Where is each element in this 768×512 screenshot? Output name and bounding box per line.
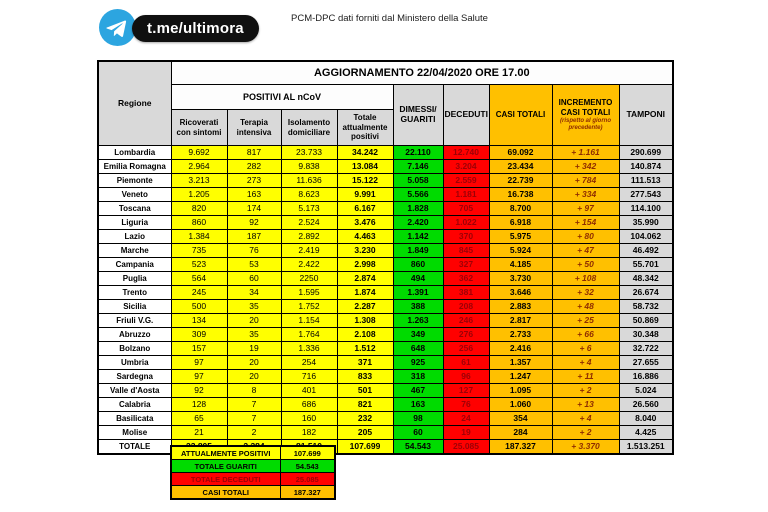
cell-ricoverati: 735	[171, 244, 227, 258]
cell-tamponi: 8.040	[619, 412, 673, 426]
cell-regione: Lombardia	[98, 146, 171, 160]
cell-deceduti: 24	[443, 412, 489, 426]
col-header-casi-totali: CASI TOTALI	[489, 85, 552, 146]
cell-tamponi: 30.348	[619, 328, 673, 342]
covid-table	[97, 60, 674, 455]
cell-casi: 187.327	[489, 440, 552, 455]
cell-terapia: 35	[227, 300, 281, 314]
cell-guariti: 1.142	[393, 230, 443, 244]
cell-isolamento: 2.524	[281, 216, 337, 230]
cell-isolamento: 401	[281, 384, 337, 398]
table-body	[98, 146, 673, 455]
cell-positivi: 13.084	[337, 160, 393, 174]
cell-isolamento: 1.752	[281, 300, 337, 314]
cell-deceduti: 1.181	[443, 188, 489, 202]
cell-regione: Lazio	[98, 230, 171, 244]
cell-ricoverati: 1.205	[171, 188, 227, 202]
col-header-deceduti: DECEDUTI	[443, 85, 489, 146]
cell-deceduti: 381	[443, 286, 489, 300]
cell-casi: 16.738	[489, 188, 552, 202]
cell-tamponi: 277.543	[619, 188, 673, 202]
cell-regione: Calabria	[98, 398, 171, 412]
cell-incremento: + 47	[552, 244, 619, 258]
cell-tamponi: 58.732	[619, 300, 673, 314]
channel-badge[interactable]	[132, 15, 259, 42]
col-header-terapia: Terapia intensiva	[227, 110, 281, 146]
cell-guariti: 1.263	[393, 314, 443, 328]
cell-deceduti: 19	[443, 426, 489, 440]
summary-row	[171, 486, 335, 500]
cell-terapia: 7	[227, 398, 281, 412]
col-header-ricoverati: Ricoverati con sintomi	[171, 110, 227, 146]
cell-incremento: + 2	[552, 426, 619, 440]
table-row	[98, 146, 673, 160]
cell-terapia: 163	[227, 188, 281, 202]
table-row	[98, 230, 673, 244]
cell-positivi: 1.874	[337, 286, 393, 300]
cell-guariti: 98	[393, 412, 443, 426]
cell-tamponi: 111.513	[619, 174, 673, 188]
cell-deceduti: 1.022	[443, 216, 489, 230]
cell-deceduti: 96	[443, 370, 489, 384]
cell-ricoverati: 860	[171, 216, 227, 230]
cell-incremento: + 32	[552, 286, 619, 300]
cell-deceduti: 12.740	[443, 146, 489, 160]
cell-tamponi: 140.874	[619, 160, 673, 174]
cell-terapia: 35	[227, 328, 281, 342]
cell-isolamento: 1.154	[281, 314, 337, 328]
cell-guariti: 388	[393, 300, 443, 314]
cell-casi: 1.247	[489, 370, 552, 384]
table-row	[98, 356, 673, 370]
cell-positivi: 9.991	[337, 188, 393, 202]
cell-guariti: 1.828	[393, 202, 443, 216]
cell-isolamento: 1.336	[281, 342, 337, 356]
table-row	[98, 202, 673, 216]
cell-isolamento: 11.636	[281, 174, 337, 188]
cell-ricoverati: 523	[171, 258, 227, 272]
cell-isolamento: 1.764	[281, 328, 337, 342]
cell-guariti: 318	[393, 370, 443, 384]
cell-regione: Piemonte	[98, 174, 171, 188]
table-row	[98, 160, 673, 174]
cell-terapia: 60	[227, 272, 281, 286]
table-row	[98, 258, 673, 272]
cell-deceduti: 76	[443, 398, 489, 412]
cell-regione: Sardegna	[98, 370, 171, 384]
cell-deceduti: 208	[443, 300, 489, 314]
cell-guariti: 860	[393, 258, 443, 272]
cell-isolamento: 5.173	[281, 202, 337, 216]
cell-isolamento: 9.838	[281, 160, 337, 174]
cell-tamponi: 4.425	[619, 426, 673, 440]
table-row	[98, 342, 673, 356]
cell-guariti: 163	[393, 398, 443, 412]
cell-deceduti: 3.204	[443, 160, 489, 174]
cell-guariti: 1.849	[393, 244, 443, 258]
cell-deceduti: 2.559	[443, 174, 489, 188]
cell-tamponi: 5.024	[619, 384, 673, 398]
cell-guariti: 7.146	[393, 160, 443, 174]
cell-ricoverati: 9.692	[171, 146, 227, 160]
cell-isolamento: 182	[281, 426, 337, 440]
cell-incremento: + 48	[552, 300, 619, 314]
summary-value: 25.085	[280, 473, 335, 486]
cell-positivi: 232	[337, 412, 393, 426]
channel-name: t.me/ultimora	[147, 20, 244, 37]
cell-incremento: + 4	[552, 356, 619, 370]
cell-ricoverati: 97	[171, 356, 227, 370]
cell-positivi: 821	[337, 398, 393, 412]
cell-terapia: 273	[227, 174, 281, 188]
cell-regione: Liguria	[98, 216, 171, 230]
cell-regione: Toscana	[98, 202, 171, 216]
summary-row	[171, 446, 335, 460]
table-row	[98, 244, 673, 258]
cell-terapia: 20	[227, 356, 281, 370]
cell-ricoverati: 2.964	[171, 160, 227, 174]
cell-deceduti: 370	[443, 230, 489, 244]
cell-deceduti: 362	[443, 272, 489, 286]
cell-terapia: 282	[227, 160, 281, 174]
cell-casi: 354	[489, 412, 552, 426]
cell-regione: Friuli V.G.	[98, 314, 171, 328]
cell-isolamento: 2.892	[281, 230, 337, 244]
cell-guariti: 925	[393, 356, 443, 370]
cell-isolamento: 8.623	[281, 188, 337, 202]
summary-row	[171, 473, 335, 486]
cell-regione: Abruzzo	[98, 328, 171, 342]
cell-casi: 1.357	[489, 356, 552, 370]
cell-casi: 23.434	[489, 160, 552, 174]
cell-isolamento: 686	[281, 398, 337, 412]
cell-incremento: + 342	[552, 160, 619, 174]
cell-incremento: + 11	[552, 370, 619, 384]
table-row	[98, 328, 673, 342]
table-row	[98, 370, 673, 384]
summary-label: ATTUALMENTE POSITIVI	[171, 446, 280, 460]
table-row	[98, 286, 673, 300]
summary-body	[171, 446, 335, 499]
summary-value: 107.699	[280, 446, 335, 460]
cell-regione: Umbria	[98, 356, 171, 370]
cell-ricoverati: 21	[171, 426, 227, 440]
cell-terapia: 53	[227, 258, 281, 272]
cell-guariti: 648	[393, 342, 443, 356]
cell-casi: 8.700	[489, 202, 552, 216]
cell-terapia: 76	[227, 244, 281, 258]
cell-deceduti: 705	[443, 202, 489, 216]
cell-deceduti: 246	[443, 314, 489, 328]
cell-deceduti: 61	[443, 356, 489, 370]
cell-tamponi: 50.869	[619, 314, 673, 328]
cell-deceduti: 845	[443, 244, 489, 258]
cell-tamponi: 26.560	[619, 398, 673, 412]
cell-ricoverati: 157	[171, 342, 227, 356]
cell-regione: Emilia Romagna	[98, 160, 171, 174]
cell-casi: 5.924	[489, 244, 552, 258]
cell-guariti: 2.420	[393, 216, 443, 230]
cell-positivi: 2.998	[337, 258, 393, 272]
cell-ricoverati: 65	[171, 412, 227, 426]
incremento-label: INCREMENTO CASI TOTALI	[558, 98, 613, 117]
cell-incremento: + 66	[552, 328, 619, 342]
table-row	[98, 174, 673, 188]
cell-positivi: 4.463	[337, 230, 393, 244]
cell-regione: Puglia	[98, 272, 171, 286]
cell-positivi: 371	[337, 356, 393, 370]
cell-incremento: + 25	[552, 314, 619, 328]
cell-positivi: 205	[337, 426, 393, 440]
cell-casi: 3.646	[489, 286, 552, 300]
cell-regione: TOTALE	[98, 440, 171, 455]
table-row	[98, 384, 673, 398]
cell-guariti: 5.058	[393, 174, 443, 188]
cell-isolamento: 716	[281, 370, 337, 384]
cell-ricoverati: 245	[171, 286, 227, 300]
cell-isolamento: 254	[281, 356, 337, 370]
cell-positivi: 107.699	[337, 440, 393, 455]
cell-regione: Bolzano	[98, 342, 171, 356]
cell-positivi: 1.512	[337, 342, 393, 356]
cell-terapia: 7	[227, 412, 281, 426]
cell-terapia: 817	[227, 146, 281, 160]
cell-regione: Trento	[98, 286, 171, 300]
table-row	[98, 300, 673, 314]
cell-casi: 2.883	[489, 300, 552, 314]
cell-terapia: 174	[227, 202, 281, 216]
cell-regione: Basilicata	[98, 412, 171, 426]
cell-deceduti: 256	[443, 342, 489, 356]
cell-deceduti: 276	[443, 328, 489, 342]
cell-positivi: 2.874	[337, 272, 393, 286]
col-header-isolamento: Isolamento domiciliare	[281, 110, 337, 146]
cell-casi: 69.092	[489, 146, 552, 160]
cell-isolamento: 2.419	[281, 244, 337, 258]
summary-value: 187.327	[280, 486, 335, 500]
cell-positivi: 2.108	[337, 328, 393, 342]
cell-casi: 1.095	[489, 384, 552, 398]
cell-ricoverati: 97	[171, 370, 227, 384]
summary-label: TOTALE DECEDUTI	[171, 473, 280, 486]
cell-ricoverati: 92	[171, 384, 227, 398]
source-caption: PCM-DPC dati forniti dal Ministero della Salute	[291, 13, 488, 24]
cell-guariti: 1.391	[393, 286, 443, 300]
cell-incremento: + 784	[552, 174, 619, 188]
cell-tamponi: 35.990	[619, 216, 673, 230]
cell-incremento: + 80	[552, 230, 619, 244]
cell-casi: 2.817	[489, 314, 552, 328]
col-header-regione: Regione	[98, 61, 171, 146]
cell-casi: 5.975	[489, 230, 552, 244]
cell-casi: 22.739	[489, 174, 552, 188]
table-row	[98, 216, 673, 230]
cell-tamponi: 48.342	[619, 272, 673, 286]
cell-positivi: 3.476	[337, 216, 393, 230]
cell-regione: Valle d'Aosta	[98, 384, 171, 398]
cell-terapia: 2	[227, 426, 281, 440]
cell-incremento: + 154	[552, 216, 619, 230]
cell-terapia: 19	[227, 342, 281, 356]
summary-value: 54.543	[280, 460, 335, 473]
cell-regione: Sicilia	[98, 300, 171, 314]
incremento-note: (rispetto al giorno precedente)	[560, 118, 611, 132]
cell-positivi: 3.230	[337, 244, 393, 258]
col-header-incremento	[552, 85, 619, 146]
cell-positivi: 501	[337, 384, 393, 398]
cell-guariti: 22.110	[393, 146, 443, 160]
cell-isolamento: 2250	[281, 272, 337, 286]
table-row	[98, 412, 673, 426]
table-row	[98, 314, 673, 328]
cell-incremento: + 13	[552, 398, 619, 412]
cell-casi: 6.918	[489, 216, 552, 230]
cell-deceduti: 327	[443, 258, 489, 272]
telegram-icon	[99, 9, 136, 46]
table-title: AGGIORNAMENTO 22/04/2020 ORE 17.00	[171, 61, 673, 85]
cell-terapia: 34	[227, 286, 281, 300]
cell-positivi: 6.167	[337, 202, 393, 216]
cell-deceduti: 25.085	[443, 440, 489, 455]
cell-positivi: 1.308	[337, 314, 393, 328]
cell-terapia: 187	[227, 230, 281, 244]
cell-incremento: + 6	[552, 342, 619, 356]
table-row	[98, 426, 673, 440]
cell-guariti: 494	[393, 272, 443, 286]
cell-casi: 2.416	[489, 342, 552, 356]
cell-incremento: + 50	[552, 258, 619, 272]
cell-tamponi: 26.674	[619, 286, 673, 300]
cell-terapia: 20	[227, 314, 281, 328]
cell-ricoverati: 309	[171, 328, 227, 342]
cell-ricoverati: 134	[171, 314, 227, 328]
summary-row	[171, 460, 335, 473]
table-row	[98, 188, 673, 202]
cell-positivi: 15.122	[337, 174, 393, 188]
cell-terapia: 8	[227, 384, 281, 398]
cell-ricoverati: 3.213	[171, 174, 227, 188]
cell-terapia: 92	[227, 216, 281, 230]
cell-isolamento: 1.595	[281, 286, 337, 300]
cell-guariti: 5.566	[393, 188, 443, 202]
cell-regione: Veneto	[98, 188, 171, 202]
cell-isolamento: 160	[281, 412, 337, 426]
cell-regione: Campania	[98, 258, 171, 272]
cell-regione: Marche	[98, 244, 171, 258]
cell-ricoverati: 820	[171, 202, 227, 216]
cell-incremento: + 97	[552, 202, 619, 216]
col-header-dimessi-guariti: DIMESSI/ GUARITI	[393, 85, 443, 146]
cell-regione: Molise	[98, 426, 171, 440]
cell-positivi: 2.287	[337, 300, 393, 314]
cell-positivi: 833	[337, 370, 393, 384]
col-header-totale-positivi: Totale attualmente positivi	[337, 110, 393, 146]
cell-incremento: + 1.161	[552, 146, 619, 160]
cell-incremento: + 334	[552, 188, 619, 202]
cell-tamponi: 32.722	[619, 342, 673, 356]
summary-label: TOTALE GUARITI	[171, 460, 280, 473]
summary-label: CASI TOTALI	[171, 486, 280, 500]
cell-tamponi: 104.062	[619, 230, 673, 244]
cell-casi: 1.060	[489, 398, 552, 412]
cell-terapia: 20	[227, 370, 281, 384]
cell-guariti: 349	[393, 328, 443, 342]
cell-tamponi: 55.701	[619, 258, 673, 272]
cell-tamponi: 27.655	[619, 356, 673, 370]
table-row	[98, 272, 673, 286]
cell-ricoverati: 1.384	[171, 230, 227, 244]
cell-positivi: 34.242	[337, 146, 393, 160]
cell-guariti: 467	[393, 384, 443, 398]
cell-ricoverati: 564	[171, 272, 227, 286]
col-header-tamponi: TAMPONI	[619, 85, 673, 146]
cell-tamponi: 46.492	[619, 244, 673, 258]
cell-incremento: + 2	[552, 384, 619, 398]
cell-incremento: + 4	[552, 412, 619, 426]
cell-isolamento: 23.733	[281, 146, 337, 160]
cell-tamponi: 114.100	[619, 202, 673, 216]
col-group-positivi: POSITIVI AL nCoV	[171, 85, 393, 110]
cell-casi: 2.733	[489, 328, 552, 342]
cell-tamponi: 1.513.251	[619, 440, 673, 455]
cell-tamponi: 290.699	[619, 146, 673, 160]
cell-incremento: + 108	[552, 272, 619, 286]
cell-guariti: 60	[393, 426, 443, 440]
cell-guariti: 54.543	[393, 440, 443, 455]
cell-ricoverati: 500	[171, 300, 227, 314]
summary-table	[170, 445, 336, 500]
cell-isolamento: 2.422	[281, 258, 337, 272]
cell-tamponi: 16.886	[619, 370, 673, 384]
table-row	[98, 398, 673, 412]
cell-ricoverati: 128	[171, 398, 227, 412]
cell-casi: 284	[489, 426, 552, 440]
cell-casi: 3.730	[489, 272, 552, 286]
cell-incremento: + 3.370	[552, 440, 619, 455]
cell-deceduti: 127	[443, 384, 489, 398]
cell-casi: 4.185	[489, 258, 552, 272]
